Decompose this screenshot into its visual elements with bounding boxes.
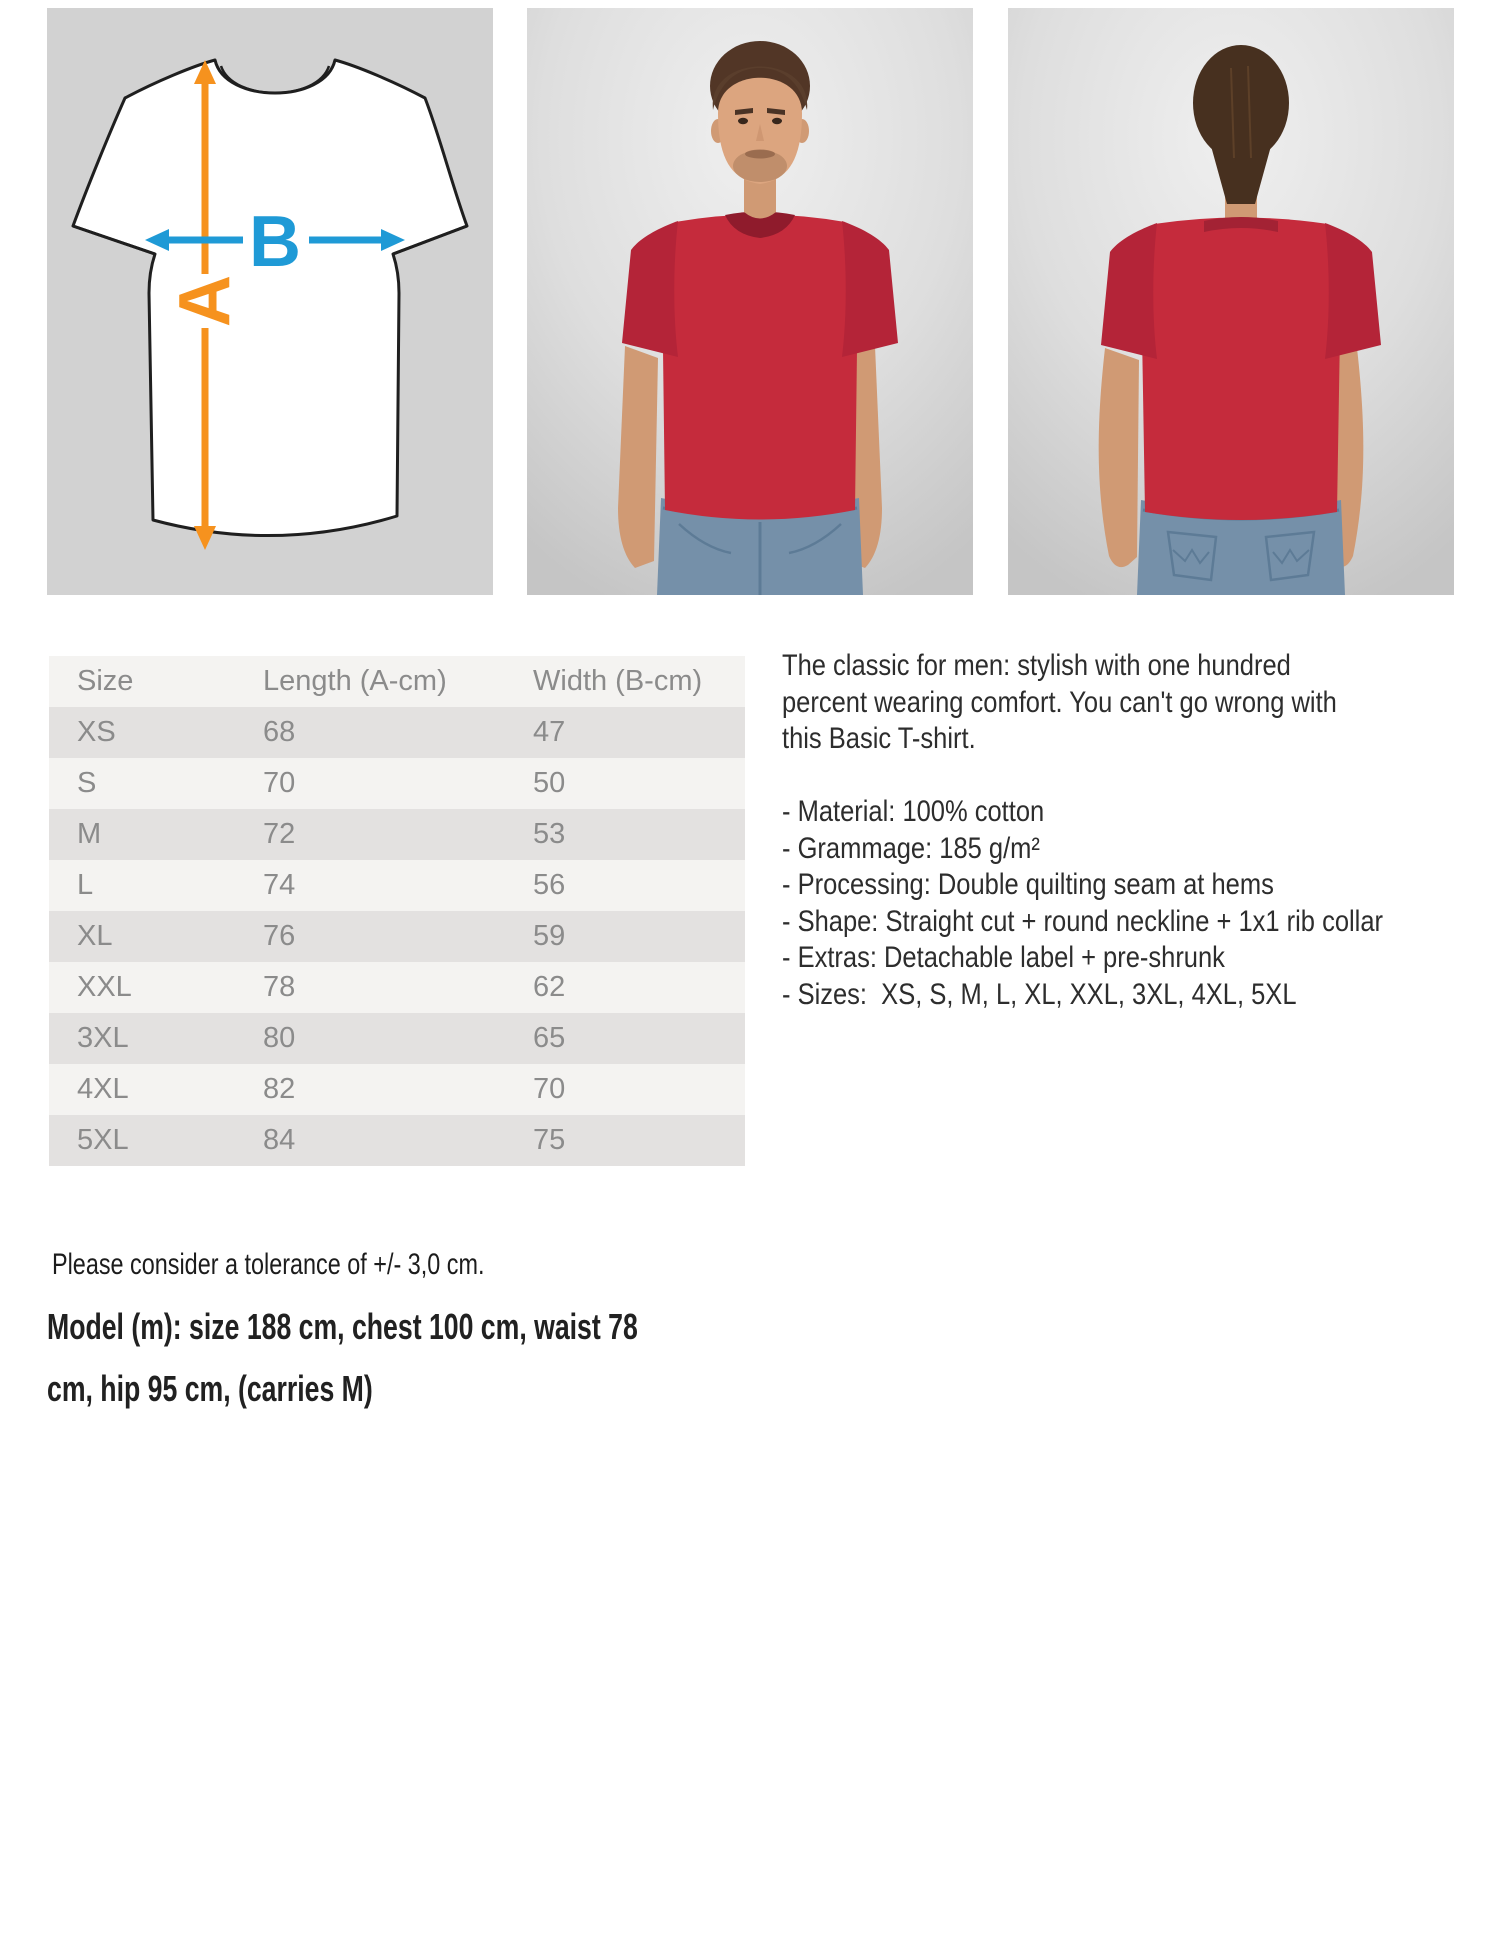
- cell-length: 78: [263, 971, 296, 1003]
- label-a: A: [165, 275, 245, 327]
- header-width: Width (B-cm): [533, 665, 703, 697]
- description-bullet-grammage: - Grammage: 185 g/m²: [782, 831, 1040, 865]
- cell-length: 80: [263, 1022, 296, 1054]
- cell-size: XXL: [77, 971, 132, 1003]
- table-row: [49, 809, 745, 860]
- table-row: [49, 1013, 745, 1064]
- front-view-man-red-tshirt: [527, 8, 973, 595]
- size-table: [49, 656, 745, 1166]
- cell-width: 56: [533, 869, 566, 901]
- cell-width: 47: [533, 716, 566, 748]
- tshirt-outline: [73, 60, 467, 536]
- cell-size: XS: [77, 716, 116, 748]
- cell-length: 72: [263, 818, 296, 850]
- cell-size: 5XL: [77, 1124, 129, 1156]
- cell-length: 68: [263, 716, 296, 748]
- cell-width: 50: [533, 767, 566, 799]
- table-row: [49, 860, 745, 911]
- table-row: [49, 1064, 745, 1115]
- description-bullet-material: - Material: 100% cotton: [782, 795, 1045, 828]
- cell-width: 62: [533, 971, 566, 1003]
- tshirt-back: [1141, 218, 1341, 521]
- cell-width: 75: [533, 1124, 566, 1156]
- mustache: [745, 150, 775, 159]
- table-row: [49, 911, 745, 962]
- cell-size: M: [77, 818, 102, 850]
- label-b: B: [249, 202, 301, 282]
- cell-width: 70: [533, 1073, 566, 1105]
- cell-width: 59: [533, 920, 566, 952]
- description-bullet-processing: - Processing: Double quilting seam at hems: [782, 868, 1274, 901]
- tolerance-note: Please consider a tolerance of +/- 3,0 cm.: [52, 1248, 485, 1281]
- table-row: [49, 1115, 745, 1166]
- left-arm: [618, 346, 658, 568]
- description-bullet-shape: - Shape: Straight cut + round neckline + 1x1 rib collar: [782, 904, 1384, 938]
- table-header-row: [49, 656, 745, 707]
- cell-length: 84: [263, 1124, 296, 1156]
- table-row: [49, 962, 745, 1013]
- cell-size: XL: [77, 920, 113, 952]
- model-photo-front: [527, 8, 973, 595]
- table-row: [49, 707, 745, 758]
- measurement-diagram-panel: [47, 8, 493, 595]
- description-paragraph-line: The classic for men: stylish with one hundred: [782, 649, 1291, 682]
- description-spacer: [782, 758, 1496, 795]
- cell-length: 74: [263, 869, 296, 901]
- tshirt-front: [662, 215, 858, 520]
- cell-size: L: [77, 869, 94, 901]
- cell-size: 4XL: [77, 1073, 129, 1105]
- model-photo-back: [1008, 8, 1454, 595]
- description-bullet-sizes: - Sizes: XS, S, M, L, XL, XXL, 3XL, 4XL, 5XL: [782, 977, 1297, 1011]
- cell-width: 53: [533, 818, 566, 850]
- table-row: [49, 758, 745, 809]
- header-size: Size: [77, 665, 134, 697]
- description-paragraph-line: this Basic T-shirt.: [782, 722, 976, 755]
- hair-back-view: [1193, 45, 1289, 161]
- cell-length: 82: [263, 1073, 296, 1105]
- model-measurements-note: [47, 1296, 845, 1420]
- cell-size: S: [77, 767, 97, 799]
- cell-size: 3XL: [77, 1022, 129, 1054]
- description-bullet-extras: - Extras: Detachable label + pre-shrunk: [782, 941, 1225, 974]
- model-note-line: Model (m): size 188 cm, chest 100 cm, waist 78: [47, 1306, 638, 1347]
- product-description: [782, 648, 1496, 1013]
- cell-width: 65: [533, 1022, 566, 1054]
- back-view-man-red-tshirt: [1008, 8, 1454, 595]
- model-note-line: cm, hip 95 cm, (carries M): [47, 1368, 373, 1409]
- cell-length: 70: [263, 767, 296, 799]
- left-eye: [738, 118, 748, 124]
- right-eye: [772, 118, 782, 124]
- cell-length: 76: [263, 920, 296, 952]
- description-paragraph-line: percent wearing comfort. You can't go wrong with: [782, 685, 1337, 719]
- tshirt-measurement-diagram: [47, 8, 493, 595]
- header-length: Length (A-cm): [263, 665, 447, 697]
